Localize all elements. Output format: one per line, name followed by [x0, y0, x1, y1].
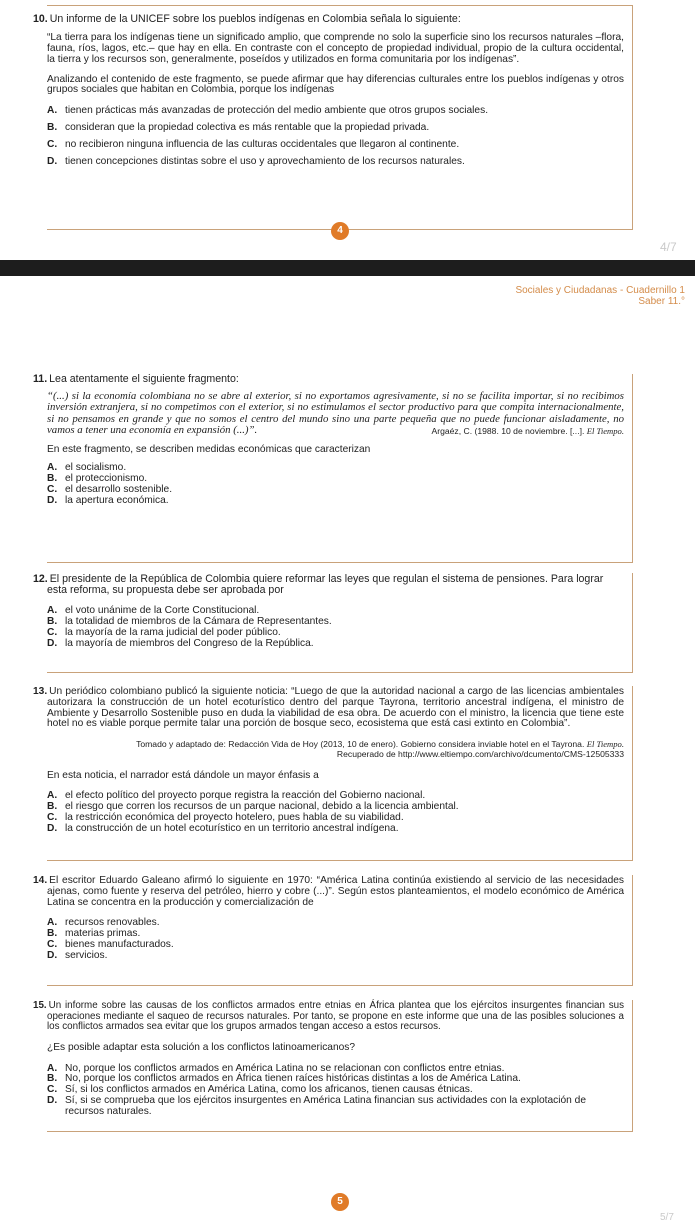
option-b[interactable]: B. el riesgo que corren los recursos de un parque nacional, debido a la licencia ambiental. [47, 800, 459, 812]
question-number: 12. [33, 573, 48, 585]
option-b[interactable]: B. el proteccionismo. [47, 473, 148, 485]
page-indicator: 5/7 [660, 1212, 674, 1223]
question-number: 10. [33, 13, 48, 25]
question-prompt: En este fragmento, se describen medidas económicas que caracterizan [47, 443, 371, 455]
bottom-rule [47, 672, 633, 673]
option-a[interactable]: A. el efecto político del proyecto porque registra la reacción del Gobierno nacional. [47, 790, 426, 802]
question-number: 11. [33, 373, 48, 385]
option-b[interactable]: B. No, porque los conflictos armados en África tienen raíces históricas distintas a los de América Latina. [47, 1073, 521, 1085]
top-rule [47, 5, 632, 6]
page-header [515, 286, 685, 307]
news-source: Tomado y adaptado de: Redacción Vida de Hoy (2013, 10 de enero). Gobierno considera inviable hotel en el Tayrona. El Tiempo. Recuperado de http://www.eltiempo.com/archivo/dcumento/CMS-12505333 [136, 739, 624, 759]
bottom-rule [47, 1131, 633, 1132]
option-d[interactable]: D. tienen concepciones distintas sobre el uso y aprovechamiento de los recursos naturales. [47, 155, 465, 167]
options-list [47, 791, 624, 834]
quote: “La tierra para los indígenas tiene un significado amplio, que comprende no solo la superficie sino los recursos naturales –flora, fauna, ríos, lagos, etc.– que hay en ella. En contraste con el concepto de propiedad individual, propio de la cultura occidental, la tierra y los recursos son, generalmente, poseídos y utilizados en forma comunitaria por los indígenas”. [47, 32, 624, 65]
option-a[interactable]: A. el socialismo. [47, 462, 127, 474]
question-stem: Un informe de la UNICEF sobre los pueblos indígenas en Colombia señala lo siguiente: [49, 13, 461, 25]
option-c[interactable]: C. la restricción económica del proyecto hotelero, pues habla de su viabilidad. [47, 811, 404, 823]
page-indicator: 4/7 [660, 240, 677, 254]
page-4 [0, 0, 695, 260]
option-c[interactable]: C. la mayoría de la rama judicial del poder público. [47, 627, 281, 638]
option-a[interactable]: A. el voto unánime de la Corte Constitucional. [47, 605, 260, 617]
quote-source: Argaéz, C. (1988. 10 de noviembre. [...]. El Tiempo. [431, 426, 624, 437]
question-prompt: ¿Es posible adaptar esta solución a los conflictos latinoamericanos? [47, 1041, 356, 1053]
question-stem: El escritor Eduardo Galeano afirmó lo siguiente en 1970: “América Latina continúa existiendo al servicio de las necesidades ajenas, como fuente y reserva del petróleo, hierro y cobre (...)”. Según estos planteamientos, el modelo económico de América Latina se concentra en la producción y comercialización de [47, 875, 624, 908]
header-exam: Saber 11.° [638, 295, 685, 307]
option-a[interactable]: A. recursos renovables. [47, 917, 160, 929]
option-c[interactable]: C. no recibieron ninguna influencia de las culturas occidentales que llegaron al continente. [47, 138, 460, 150]
option-d[interactable]: D. servicios. [47, 949, 108, 961]
question-number: 15. [33, 1000, 47, 1011]
page-badge: 5 [331, 1193, 349, 1211]
question-stem: Un informe sobre las causas de los conflictos armados entre etnias en África plantea que los ejércitos insurgentes financian sus operaciones mediante el saqueo de recursos naturales. Por tanto, se propone en este informe que una de las posibles soluciones a los conflictos armados sea evitar que los grupos armados tengan acceso a estos recursos. [47, 1000, 624, 1033]
question-10 [33, 13, 632, 167]
question-11 [33, 373, 632, 507]
option-b[interactable]: B. consideran que la propiedad colectiva es más rentable que la propiedad privada. [47, 121, 430, 133]
page-badge: 4 [331, 222, 349, 240]
option-d[interactable]: D. la mayoría de miembros del Congreso de la República. [47, 637, 314, 649]
question-14 [33, 875, 632, 962]
question-15 [33, 1000, 632, 1118]
option-d[interactable]: D. la apertura económica. [47, 494, 169, 506]
bottom-rule [47, 562, 633, 563]
right-rule [632, 1000, 633, 1131]
question-13 [33, 686, 632, 834]
question-prompt: En esta noticia, el narrador está dándole un mayor énfasis a [47, 770, 319, 782]
quote: “(...) si la economía colombiana no se abre al exterior, si no exportamos agresivamente, si no se facilita importar, si no recibimos inversión extranjera, si no competimos con el exterior, si no estimulamos el sector productivo para que compita internacionalmente, si no pensamos en grande y que no somos el centro del mundo sino una parte pequeña que no puede funcionar aisladamente, no vamos a tener una economía en expansión (...)”. [47, 390, 624, 436]
right-rule [632, 573, 633, 672]
option-d[interactable]: D. Sí, si se comprueba que los ejércitos insurgentes en América Latina financian sus actividades con la explotación de recursos naturales. [47, 1094, 586, 1117]
page-separator [0, 260, 695, 276]
options-list [47, 106, 624, 167]
right-rule [632, 686, 633, 860]
option-a[interactable]: A. tienen prácticas más avanzadas de protección del medio ambiente que otros grupos sociales. [47, 105, 489, 117]
option-b[interactable]: B. materias primas. [47, 928, 141, 940]
question-stem: Un periódico colombiano publicó la siguiente noticia: “Luego de que la autoridad nacional a cargo de las licencias ambientales autorizara la construcción de un hotel ecoturístico dentro del parque Tayrona, territorio ancestral indígena, el ministro de Ambiente y Desarrollo Sostenible puso en duda la viabilidad de esa obra. De acuerdo con el ministro, la licencia que tiene este hotel no es viable porque permite talar una porción de bosque seco, ecosistema que está casi extinto en Colombia”. [47, 686, 624, 730]
question-12 [33, 573, 632, 650]
bottom-rule [47, 860, 633, 861]
question-prompt: Analizando el contenido de este fragmento, se puede afirmar que hay diferencias culturales entre los pueblos indígenas y otros grupos sociales que habitan en Colombia, porque los indígenas [47, 73, 624, 96]
question-number: 14. [33, 875, 48, 886]
options-list [47, 1064, 624, 1118]
question-stem: Lea atentamente el siguiente fragmento: [49, 373, 239, 385]
option-c[interactable]: C. Sí, si los conflictos armados en América Latina, como los africanos, tienen causas étnicas. [47, 1084, 473, 1096]
option-c[interactable]: C. bienes manufacturados. [47, 938, 174, 950]
options-list [47, 606, 624, 649]
question-number: 13. [33, 686, 48, 697]
header-subject: Sociales y Ciudadanas - Cuadernillo 1 [515, 285, 685, 296]
question-stem: El presidente de la República de Colombia quiere reformar las leyes que regulan el sistema de pensiones. Para lograr esta reforma, su propuesta debe ser aprobada por [47, 573, 604, 597]
right-rule [632, 374, 633, 562]
right-rule [632, 5, 633, 229]
right-rule [632, 875, 633, 985]
option-d[interactable]: D. la construcción de un hotel ecoturístico en un territorio ancestral indígena. [47, 822, 399, 834]
options-list [47, 463, 624, 506]
option-c[interactable]: C. el desarrollo sostenible. [47, 484, 173, 495]
page-5 [0, 276, 695, 1225]
options-list [47, 918, 624, 961]
option-a[interactable]: A. No, porque los conflictos armados en América Latina no se relacionan con conflictos entre etnias. [47, 1062, 505, 1074]
option-b[interactable]: B. la totalidad de miembros de la Cámara de Representantes. [47, 616, 332, 628]
bottom-rule [47, 985, 633, 986]
